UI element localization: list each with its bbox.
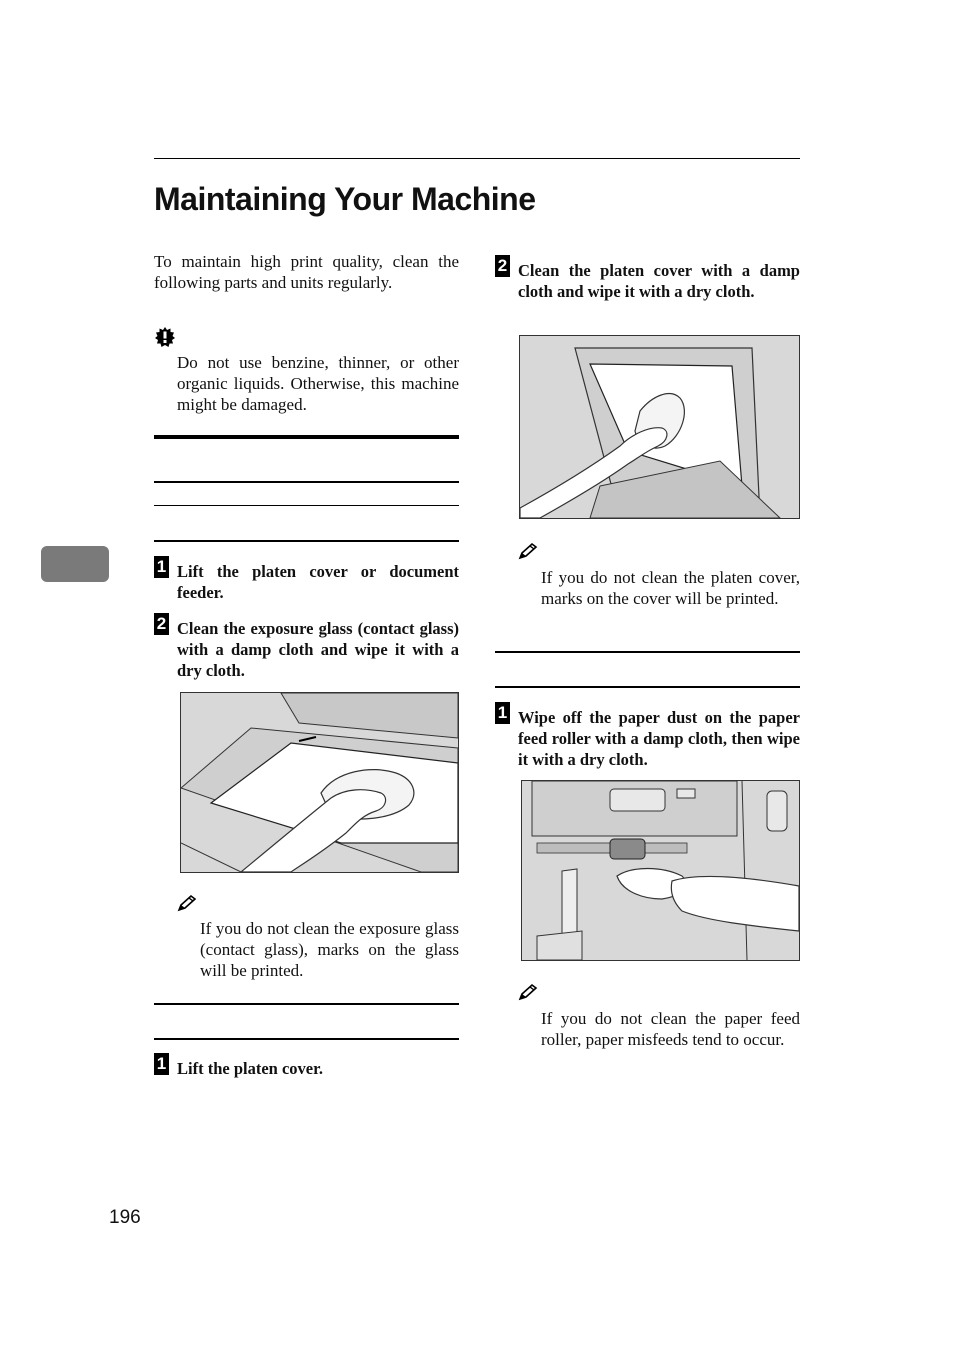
pencil-note-icon — [518, 542, 538, 560]
note-text: If you do not clean the exposure glass (contact glass), marks on the glass will be printed. — [200, 919, 459, 980]
header-rule — [154, 158, 800, 159]
note-text: If you do not clean the platen cover, marks on the cover will be printed. — [541, 568, 800, 608]
platen-cover-illustration — [519, 335, 800, 519]
step-number: 1 — [154, 556, 169, 578]
step-number: 1 — [154, 1053, 169, 1075]
important-icon — [154, 326, 176, 348]
section-rule — [495, 686, 800, 688]
section-rule — [495, 651, 800, 653]
note-text: If you do not clean the paper feed roller, paper misfeeds tend to occur. — [541, 1009, 800, 1049]
step-number: 2 — [495, 255, 510, 277]
step-number: 2 — [154, 613, 169, 635]
section-rule-thick — [154, 435, 459, 439]
step-text: Lift the platen cover. — [177, 1059, 324, 1078]
chapter-tab — [41, 546, 109, 582]
exposure-glass-illustration — [180, 692, 459, 873]
section-rule — [154, 1003, 459, 1005]
step-text: Wipe off the paper dust on the paper feed roller with a damp cloth, then wipe it with a dry cloth. — [518, 708, 800, 769]
step-number: 1 — [495, 702, 510, 724]
paper-feed-roller-illustration — [521, 780, 800, 961]
intro-text: To maintain high print quality, clean the following parts and units regularly. — [154, 252, 459, 292]
page-title: Maintaining Your Machine — [154, 181, 536, 217]
section-rule — [154, 505, 459, 506]
important-text: Do not use benzine, thinner, or other organic liquids. Otherwise, this machine might be damaged. — [177, 353, 459, 414]
step-text: Clean the exposure glass (contact glass) with a damp cloth and wipe it with a dry cloth. — [177, 619, 459, 680]
section-rule — [154, 540, 459, 542]
step-text: Clean the platen cover with a damp cloth and wipe it with a dry cloth. — [518, 261, 800, 301]
section-rule — [154, 481, 459, 483]
pencil-note-icon — [518, 983, 538, 1001]
section-rule — [154, 1038, 459, 1040]
page-number: 196 — [109, 1207, 141, 1228]
step-text: Lift the platen cover or document feeder. — [177, 562, 459, 602]
pencil-note-icon — [177, 894, 197, 912]
